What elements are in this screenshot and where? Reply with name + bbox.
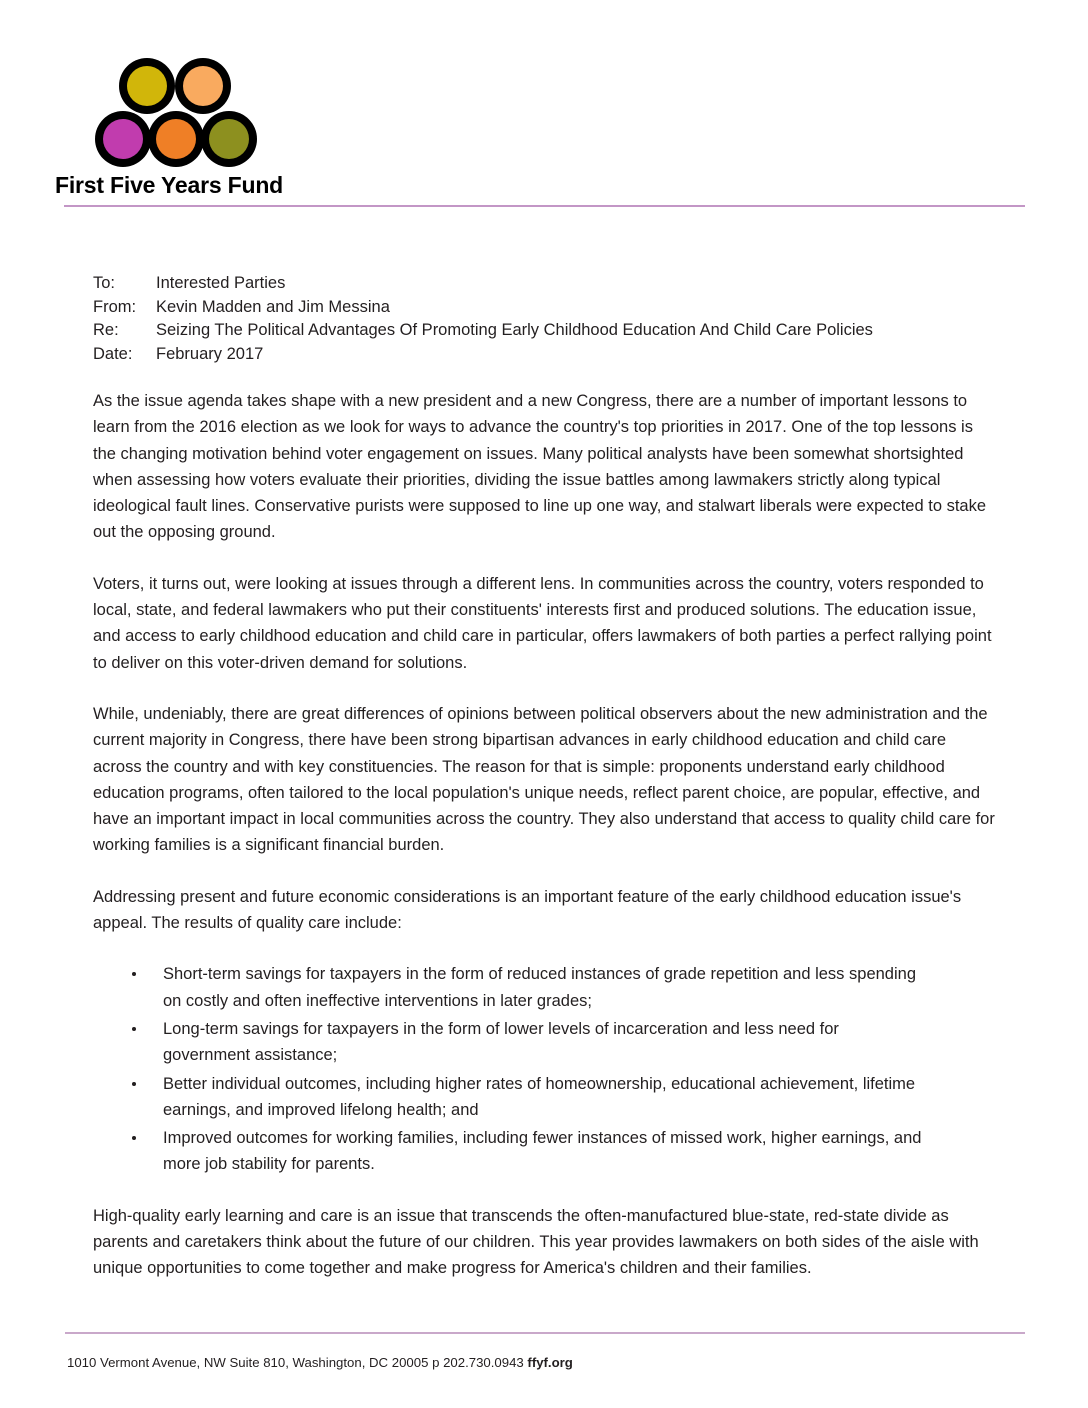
list-item xyxy=(93,1125,925,1178)
footer-contact xyxy=(67,1354,573,1371)
memo-row-date xyxy=(93,343,993,367)
body-paragraph-4: Addressing present and future economic considerations is an important feature of the early childhood education issue's appeal. The results of quality care include: xyxy=(93,887,962,933)
bullet-dot-icon xyxy=(132,972,136,976)
circle-olive-green-fill xyxy=(209,119,249,159)
memo-label-re: Re: xyxy=(93,321,119,339)
memo-value-from: Kevin Madden and Jim Messina xyxy=(156,297,390,316)
memo-label-date: Date: xyxy=(93,344,133,363)
ffyf-logo xyxy=(95,58,255,176)
header-divider xyxy=(64,205,1025,207)
memo-label-from: From: xyxy=(93,297,137,316)
circle-olive-green-icon xyxy=(201,111,257,167)
memo-value-to: Interested Parties xyxy=(156,274,286,292)
circle-magenta-fill xyxy=(103,119,143,159)
body-paragraph-2: Voters, it turns out, were looking at issues through a different lens. In communities across the country, voters responded to local, state, and federal lawmakers who put their constituents' interests first and produced solutions. The education issue, and access to early childhood education and child care in particular, offers lawmakers of both parties a perfect rallying point to deliver on this voter-driven demand for solutions. xyxy=(93,574,992,672)
circle-orange-icon xyxy=(148,111,204,167)
list-item xyxy=(93,1016,925,1069)
circle-gold-icon xyxy=(119,58,175,114)
organization-wordmark: First Five Years Fund xyxy=(55,172,284,198)
bullet-dot-icon xyxy=(132,1136,136,1140)
footer-website[interactable]: ffyf.org xyxy=(527,1355,573,1370)
memo-row-from xyxy=(93,296,993,320)
body-paragraph-3: While, undeniably, there are great differences of opinions between political observers about the new administration and the current majority in Congress, there have been strong bipartisan advances in early childhood education and child care across the country and with key constituencies. The reason for that is simple: proponents understand early childhood education programs, often tailored to the local population's unique needs, reflect parent choice, are popular, effective, and have an important impact in local communities across the country. They also understand that access to quality child care for working families is a significant financial burden. xyxy=(93,704,995,855)
list-item xyxy=(93,961,925,1014)
memo-label-to: To: xyxy=(93,274,116,292)
body-paragraph-1: As the issue agenda takes shape with a new president and a new Congress, there are a number of important lessons to learn from the 2016 election as we look for ways to advance the country's top priorities in 2017. One of the top lessons is the changing motivation behind voter engagement on issues. Many political analysts have been somewhat shortsighted when assessing how voters evaluate their priorities, dividing the issue battles among lawmakers strictly along typical ideological fault lines. Conservative purists were supposed to line up one way, and stalwart liberals were expected to stake out the opposing ground. xyxy=(93,392,987,542)
list-item xyxy=(93,1071,925,1124)
circle-gold-fill xyxy=(127,66,167,106)
letterhead xyxy=(0,0,1088,212)
memo-row-re xyxy=(93,319,993,343)
footer-address: 1010 Vermont Avenue, NW Suite 810, Washington, DC 20005 p 202.730.0943 xyxy=(67,1355,528,1370)
circle-peach-icon xyxy=(175,58,231,114)
list-item-text: Long-term savings for taxpayers in the form of lower levels of incarceration and less need for government assistance; xyxy=(163,1019,839,1065)
circle-peach-fill xyxy=(183,66,223,106)
memo-body xyxy=(93,388,996,1282)
memo-header xyxy=(93,272,993,366)
memo-value-date: February 2017 xyxy=(156,344,264,363)
quality-care-results-list xyxy=(93,961,996,1177)
list-item-text: Short-term savings for taxpayers in the form of reduced instances of grade repetition and less spending on costly and often ineffective interventions in later grades; xyxy=(163,965,916,1010)
bullet-dot-icon xyxy=(132,1027,136,1031)
bullet-dot-icon xyxy=(132,1082,136,1086)
logo-circle-group xyxy=(95,58,255,176)
circle-magenta-icon xyxy=(95,111,151,167)
footer-divider xyxy=(65,1332,1025,1334)
list-item-text: Better individual outcomes, including higher rates of homeownership, educational achievement, lifetime earnings, and improved lifelong health; and xyxy=(163,1074,916,1119)
memo-row-to xyxy=(93,272,993,296)
body-paragraph-5: High-quality early learning and care is an issue that transcends the often-manufactured blue-state, red-state divide as parents and caretakers think about the future of our children. This year provides lawmakers on both sides of the aisle with unique opportunities to come together and make progress for America's children and their families. xyxy=(93,1206,979,1278)
list-item-text: Improved outcomes for working families, including fewer instances of missed work, higher earnings, and more job stability for parents. xyxy=(163,1129,922,1174)
circle-orange-fill xyxy=(156,119,196,159)
memo-value-re: Seizing The Political Advantages Of Promoting Early Childhood Education And Child Care Policies xyxy=(156,321,873,339)
